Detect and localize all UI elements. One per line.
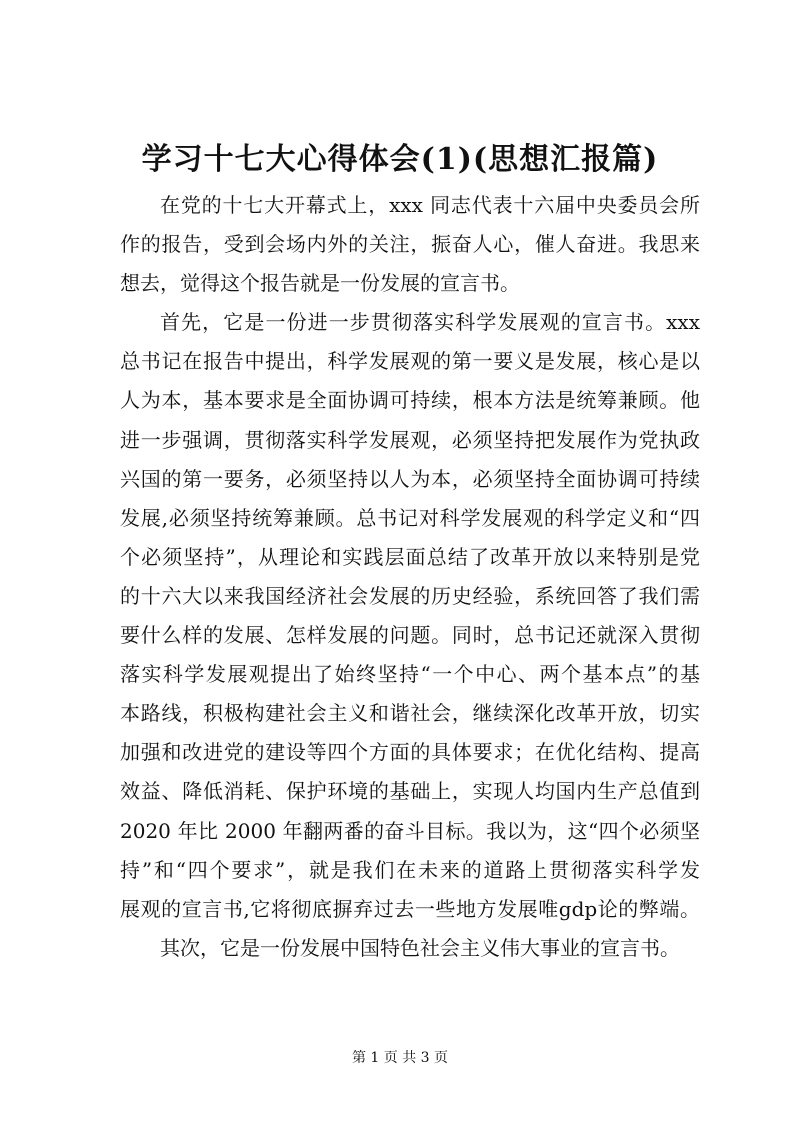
paragraph-1-line: 作的报告，受到会场内外的关注，振奋人心，催人奋进。我思来 (120, 232, 700, 257)
paragraph-2-line: 首先，它是一份进一步贯彻落实科学发展观的宣言书。xxx (160, 310, 700, 335)
page-footer: 第 1 页 共 3 页 (351, 1050, 449, 1066)
paragraph-2-line: 持”和“四个要求”，就是我们在未来的道路上贯彻落实科学发 (120, 857, 700, 882)
paragraph-2-line: 效益、降低消耗、保护环境的基础上，实现人均国内生产总值到 (120, 779, 700, 804)
paragraph-2-line: 总书记在报告中提出，科学发展观的第一要义是发展，核心是以 (120, 349, 700, 374)
paragraph-1-line: 想去，觉得这个报告就是一份发展的宣言书。 (120, 271, 520, 296)
paragraph-2-line: 人为本，基本要求是全面协调可持续，根本方法是统筹兼顾。他 (120, 388, 700, 413)
paragraph-1-line: 在党的十七大开幕式上，xxx 同志代表十六届中央委员会所 (160, 193, 700, 217)
paragraph-2-line: 的十六大以来我国经济社会发展的历史经验，系统回答了我们需 (120, 583, 700, 608)
paragraph-2-line: 进一步强调，贯彻落实科学发展观，必须坚持把发展作为党执政 (120, 427, 700, 452)
paragraph-2-line: 落实科学发展观提出了始终坚持“一个中心、两个基本点”的基 (120, 662, 700, 687)
document-title: 学习十七大心得体会(1)(思想汇报篇) (141, 142, 659, 177)
paragraph-2-line: 加强和改进党的建设等四个方面的具体要求；在优化结构、提高 (120, 740, 700, 765)
paragraph-2-line: 个必须坚持”，从理论和实践层面总结了改革开放以来特别是党 (120, 544, 700, 569)
paragraph-2-line: 展观的宣言书,它将彻底摒弃过去一些地方发展唯gdp论的弊端。 (120, 896, 700, 921)
paragraph-2-line: 发展,必须坚持统筹兼顾。总书记对科学发展观的科学定义和“四 (120, 505, 700, 530)
paragraph-2-line: 兴国的第一要务，必须坚持以人为本，必须坚持全面协调可持续 (120, 466, 700, 491)
paragraph-2-line: 本路线，积极构建社会主义和谐社会，继续深化改革开放，切实 (120, 701, 700, 726)
paragraph-2-line: 2020 年比 2000 年翻两番的奋斗目标。我以为，这“四个必须坚 (120, 818, 700, 843)
document-body (120, 186, 700, 968)
paragraph-3-line: 其次，它是一份发展中国特色社会主义伟大事业的宣言书。 (160, 935, 680, 960)
paragraph-2-line: 要什么样的发展、怎样发展的问题。同时，总书记还就深入贯彻 (120, 623, 700, 648)
